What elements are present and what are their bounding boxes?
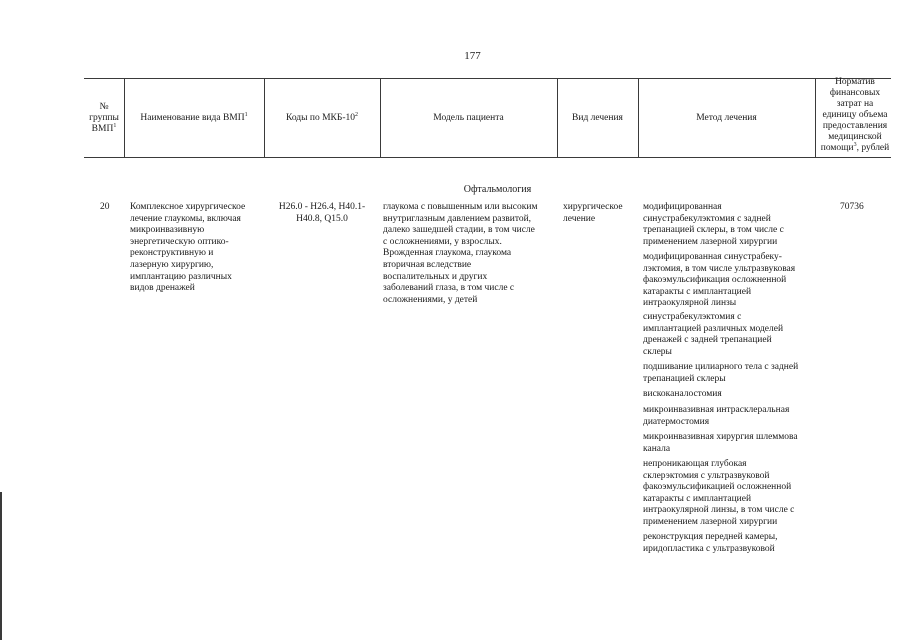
method-item: модифицированная синустрабеку- лэктомия, в том числе ультразвуковая факоэмульсификация осложненной катаракты с имплантацией интраокулярной линзы	[643, 252, 796, 309]
method-item: вискоканалостомия	[643, 389, 722, 399]
method-item: реконструкция передней камеры, иридопластика с ультразвуковой	[643, 532, 778, 554]
method-item: непроникающая глубокая склерэктомия с ультразвуковой факоэмульсификацией осложненной катаракты с имплантацией интраокулярной линзы, в том числе с применением лазерной хирургии	[643, 459, 795, 527]
method-item: микроинвазивная хирургия шлеммова канала	[643, 432, 798, 454]
row-treatment-type: хирургическое лечение	[563, 202, 623, 224]
method-item: подшивание цилиарного тела с задней трепанацией склеры	[643, 362, 799, 384]
section-title: Офтальмология	[463, 184, 532, 195]
row-patient-model: глаукома с повышенным или высоким внутриглазным давлением развитой, далеко зашедшей стадии, в том числе с осложнениями, у взрослых. Врожденная глаукома, глаукома вторичная вследствие воспалительных и других заболеваний глаза, в том числе с осложнениями, у детей	[383, 202, 538, 305]
header-cost-norm: Норматив финансовых затрат на единицу объема предоставления медицинской помощи$^3$, рублей	[820, 76, 890, 153]
header-icd-codes: Коды по МКБ-$10^2$	[285, 111, 359, 123]
method-item: модифицированная синустрабекулэктомия с задней трепанацией склеры, в том числе с применением лазерной хирургии	[643, 202, 784, 247]
method-item: синустрабекулэктомия с имплантацией различных моделей дренажей с задней трепанацией склеры	[643, 312, 784, 357]
row-group-number: 20	[100, 202, 110, 212]
header-treatment-method: Метод лечения	[696, 112, 757, 123]
method-item: микроинвазивная интрасклеральная диатермостомия	[643, 405, 790, 427]
row-icd-codes: H26.0 - H26.4, H40.1- H40.8, Q15.0	[278, 202, 366, 224]
header-patient-model: Модель пациента	[433, 112, 504, 123]
header-treatment-type: Вид лечения	[572, 112, 623, 123]
header-vmp-name: Наименование вида ВМП$^1$	[140, 111, 248, 123]
page-number: 177	[464, 50, 481, 62]
row-vmp-name: Комплексное хирургическое лечение глаукомы, включая микроинвазивную энергетическую оптико- реконструктивную и лазерную хирургию, имплантацию различных видов дренажей	[130, 202, 246, 294]
scan-edge	[0, 492, 2, 640]
row-cost: 70736	[840, 202, 864, 212]
header-group-number: № группы ВМП$^1$	[89, 101, 119, 134]
